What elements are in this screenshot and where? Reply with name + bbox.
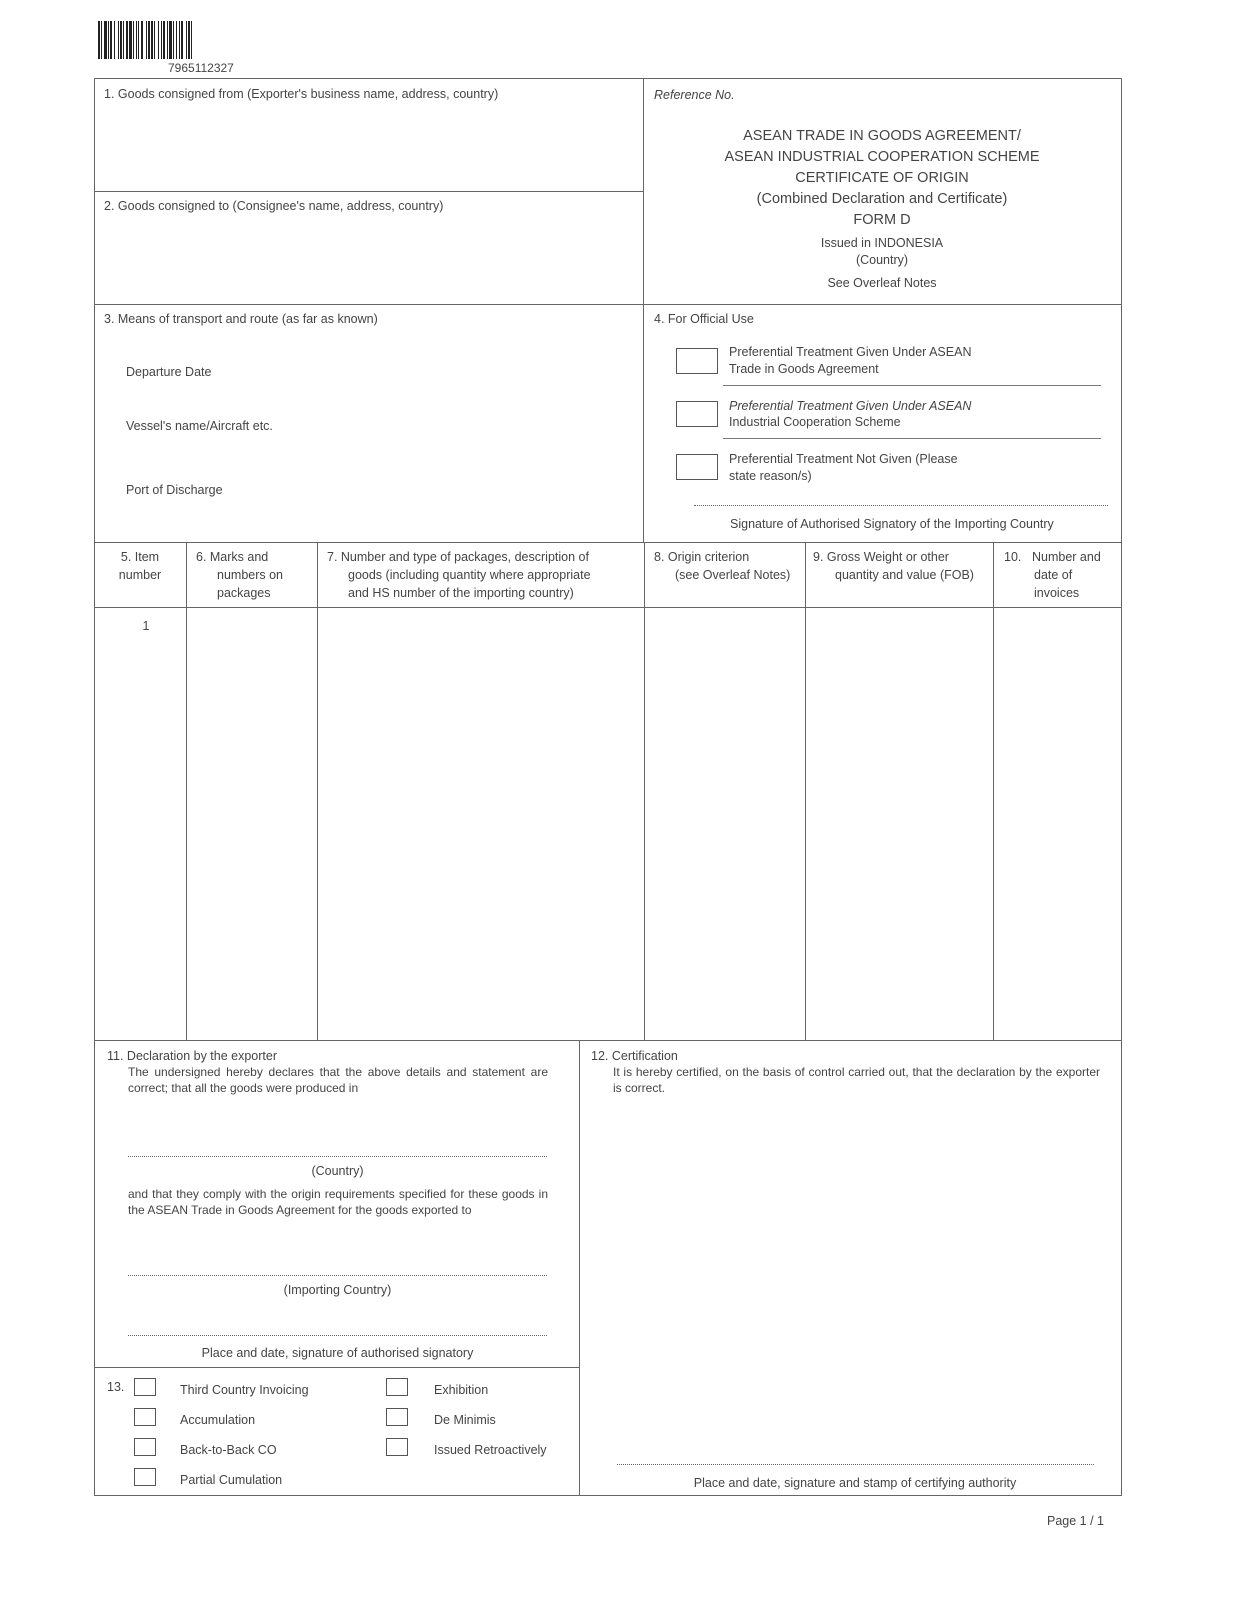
accumulation-checkbox[interactable] <box>134 1408 156 1426</box>
exhibition-label: Exhibition <box>434 1383 489 1397</box>
reference-label: Reference No. <box>654 88 735 102</box>
col8-header <box>654 548 804 584</box>
signature-line <box>694 505 1108 506</box>
country-note: (Country) <box>855 253 909 267</box>
page-number: Page 1 / 1 <box>1047 1514 1104 1528</box>
title-line-4: (Combined Declaration and Certificate) <box>756 191 1008 207</box>
title-line-2: ASEAN INDUSTRIAL COOPERATION SCHEME <box>724 149 1040 165</box>
country-line <box>128 1156 547 1157</box>
col7-line2: goods (including quantity where appropriate <box>348 568 591 582</box>
col10-line2: date of <box>1034 568 1073 582</box>
box11-place-caption: Place and date, signature of authorised signatory <box>201 1346 474 1360</box>
back-to-back-checkbox[interactable] <box>134 1438 156 1456</box>
third-country-invoicing-label: Third Country Invoicing <box>180 1383 309 1397</box>
treatment-not-given-checkbox[interactable] <box>676 454 718 480</box>
col10-header <box>1032 548 1118 602</box>
col9-line1: 9. Gross Weight or other <box>813 550 949 564</box>
col8-line1: 8. Origin criterion <box>654 550 750 564</box>
divider <box>94 1040 1122 1041</box>
third-country-invoicing-checkbox[interactable] <box>134 1378 156 1396</box>
port-of-discharge-label: Port of Discharge <box>126 483 223 497</box>
option2-line1: Preferential Treatment Given Under ASEAN <box>729 399 972 413</box>
box13-label: 13. <box>107 1380 125 1394</box>
col7-line1: 7. Number and type of packages, description of <box>327 550 589 564</box>
divider <box>94 304 1122 305</box>
treatment-given-scheme-checkbox[interactable] <box>676 401 718 427</box>
option3-line2: state reason/s) <box>729 469 812 483</box>
col10-number: 10. <box>1004 550 1022 564</box>
col6-header <box>196 548 312 602</box>
box4-label: 4. For Official Use <box>654 312 754 326</box>
divider <box>805 542 806 1040</box>
divider <box>94 607 1122 608</box>
country-caption: (Country) <box>311 1164 364 1178</box>
option3-line1: Preferential Treatment Not Given (Please <box>729 452 958 466</box>
vessel-label: Vessel's name/Aircraft etc. <box>126 419 273 433</box>
importing-signature-label: Signature of Authorised Signatory of the Importing Country <box>730 517 1054 531</box>
col8-line2: (see Overleaf Notes) <box>675 568 791 582</box>
signatory-line <box>128 1335 547 1336</box>
box12-text: It is hereby certified, on the basis of control carried out, that the declaration by the exporter is correct. <box>613 1065 1100 1095</box>
divider <box>993 542 994 1040</box>
accumulation-label: Accumulation <box>180 1413 256 1427</box>
col10-line1: Number and <box>1032 550 1101 564</box>
divider <box>94 542 1122 543</box>
option2-line2: Industrial Cooperation Scheme <box>729 415 901 429</box>
back-to-back-label: Back-to-Back CO <box>180 1443 277 1457</box>
col9-line2: quantity and value (FOB) <box>835 568 974 582</box>
box12-label: 12. Certification <box>591 1049 678 1063</box>
exhibition-checkbox[interactable] <box>386 1378 408 1396</box>
divider <box>317 542 318 1040</box>
title-line-1: ASEAN TRADE IN GOODS AGREEMENT/ <box>743 128 1021 144</box>
partial-cumulation-checkbox[interactable] <box>134 1468 156 1486</box>
col5-line1: 5. Item <box>120 550 160 564</box>
col5-line2: number <box>118 568 162 582</box>
importing-country-caption: (Importing Country) <box>283 1283 392 1297</box>
issued-in: Issued in INDONESIA <box>820 236 944 250</box>
box11-text2: and that they comply with the origin requirements specified for these goods in the ASEAN Trade in Goods Agreement for the goods exported to <box>128 1187 548 1217</box>
separator <box>723 385 1101 386</box>
separator <box>723 438 1101 439</box>
form-title <box>643 126 1121 292</box>
de-minimis-label: De Minimis <box>434 1413 496 1427</box>
partial-cumulation-label: Partial Cumulation <box>180 1473 283 1487</box>
title-line-5: FORM D <box>853 212 911 228</box>
divider <box>644 542 645 1040</box>
col6-line3: packages <box>217 586 271 600</box>
certifying-line <box>617 1464 1094 1465</box>
col6-line2: numbers on <box>217 568 284 582</box>
issued-retroactively-checkbox[interactable] <box>386 1438 408 1456</box>
box11-text1: The undersigned hereby declares that the above details and statement are correct; that all the goods were produced in <box>128 1065 548 1095</box>
importing-country-line <box>128 1275 547 1276</box>
col10-line3: invoices <box>1034 586 1080 600</box>
box11-label: 11. Declaration by the exporter <box>107 1049 278 1063</box>
de-minimis-checkbox[interactable] <box>386 1408 408 1426</box>
box3-label: 3. Means of transport and route (as far as known) <box>104 312 378 326</box>
box12-place-caption: Place and date, signature and stamp of certifying authority <box>693 1476 1017 1490</box>
treatment-given-agreement-checkbox[interactable] <box>676 348 718 374</box>
box2-label: 2. Goods consigned to (Consignee's name, address, country) <box>104 199 444 213</box>
option1-line1: Preferential Treatment Given Under ASEAN <box>729 345 972 359</box>
barcode <box>98 21 338 59</box>
overleaf-note: See Overleaf Notes <box>827 276 937 290</box>
departure-date-label: Departure Date <box>126 365 212 379</box>
divider <box>94 1367 579 1368</box>
col5-header <box>94 548 186 584</box>
col7-line3: and HS number of the importing country) <box>348 586 574 600</box>
col7-header <box>327 548 639 602</box>
issued-retroactively-label: Issued Retroactively <box>434 1443 547 1457</box>
divider <box>579 1040 580 1496</box>
barcode-number: 7965112327 <box>168 61 234 75</box>
divider <box>94 191 643 192</box>
col6-line1: 6. Marks and <box>196 550 269 564</box>
item-number: 1 <box>142 619 150 633</box>
col9-header <box>813 548 991 584</box>
option1-line2: Trade in Goods Agreement <box>729 362 879 376</box>
box1-label: 1. Goods consigned from (Exporter's business name, address, country) <box>104 87 499 101</box>
title-line-3: CERTIFICATE OF ORIGIN <box>795 170 969 186</box>
